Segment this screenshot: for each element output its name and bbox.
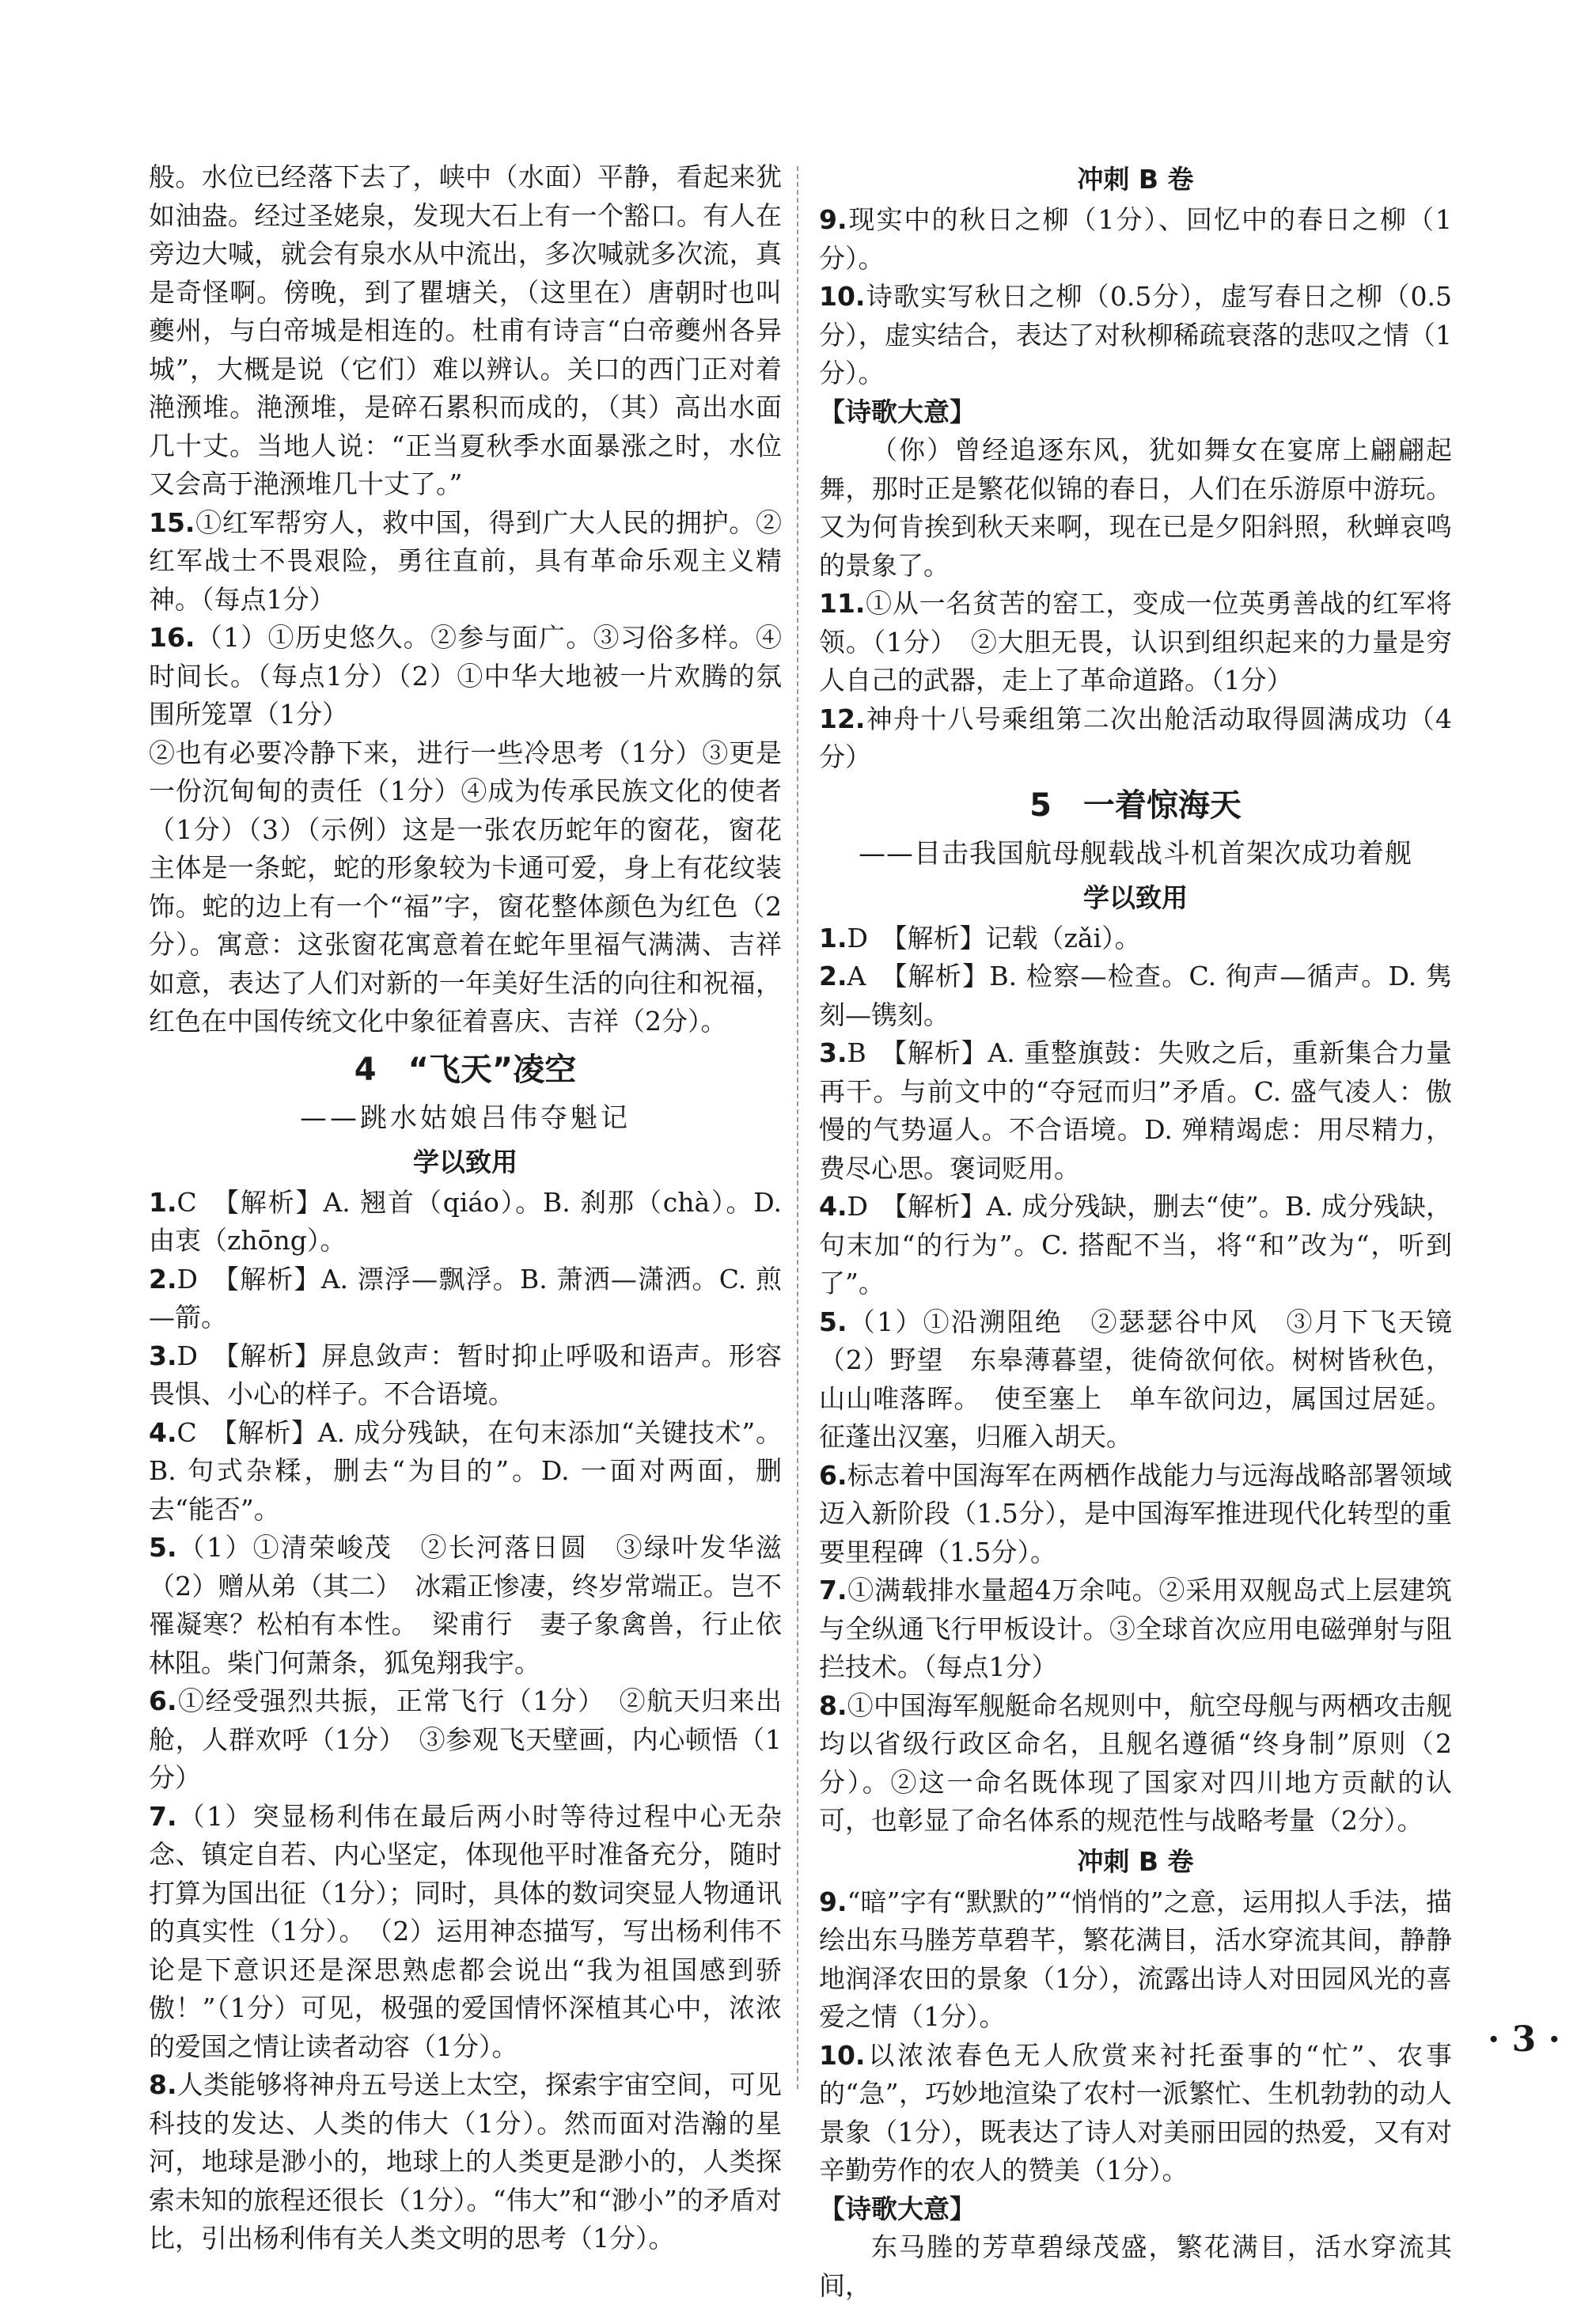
answer-number: 3.	[149, 1340, 177, 1371]
section-heading: 冲刺 B 卷	[1077, 1845, 1194, 1877]
answer-item	[149, 1337, 782, 1414]
answer-item	[819, 1687, 1452, 1841]
page-number: · 3 ·	[1488, 2019, 1560, 2060]
answer-text: （1）①历史悠久。②参与面广。③习俗多样。④时间长。（每点1分）（2）①中华大地被一片欢腾的氛围所笼罩（1分）	[149, 622, 782, 730]
right-column	[819, 158, 1478, 2305]
answer-text: “暗”字有“默默的”“悄悄的”之意，运用拟人手法，描绘出东马塍芳草碧芊，繁花满目，活水穿流其间，静静地润泽农田的景象（1分），流露出诗人对田园风光的喜爱之情（1分）。	[819, 1886, 1452, 2032]
lesson-4-title: 4 “飞天”凌空	[354, 1051, 577, 1088]
answer-number: 4.	[149, 1416, 177, 1448]
answer-item	[819, 919, 1452, 958]
answer-number: 6.	[819, 1459, 847, 1491]
answer-item	[149, 1261, 782, 1337]
lesson-4-subtitle: ——跳水姑娘吕伟夺魁记	[300, 1101, 631, 1134]
answer-number: 2.	[149, 1263, 177, 1295]
answer-number: 10.	[819, 281, 866, 312]
answer-number: 15.	[149, 506, 195, 538]
answer-number: 7.	[819, 1575, 847, 1606]
poem-meaning-tag: 【诗歌大意】	[819, 396, 976, 427]
answer-item	[819, 957, 1452, 1034]
answer-number: 10.	[819, 2039, 866, 2071]
answer-item	[819, 1883, 1452, 2037]
answer-number: 9.	[819, 204, 847, 235]
answer-text: D 【解析】记载（zǎi）。	[847, 922, 1141, 953]
answer-text: 人类能够将神舟五号送上太空，探索宇宙空间，可见科技的发达、人类的伟大（1分）。然而面对浩瀚的星河，地球是渺小的，地球上的人类更是渺小的，人类探索未知的旅程还很长（1分）。“伟大”和“渺小”的矛盾对比，引出杨利伟有关人类文明的思考（1分）。	[149, 2069, 782, 2254]
answer-number: 2.	[819, 961, 847, 991]
left-column	[149, 158, 808, 2258]
section-heading: 学以致用	[413, 1146, 517, 1177]
answer-item	[819, 1303, 1478, 1457]
answer-text: C 【解析】A. 成分残缺，在句末添加“关键技术”。B. 句式杂糅，删去“为目的”。D. 一面对两面，删去“能否”。	[149, 1416, 782, 1525]
answer-item	[819, 278, 1452, 393]
answer-number: 11.	[819, 588, 866, 619]
answer-item	[149, 1682, 782, 1798]
answer-number: 1.	[819, 922, 847, 953]
column-divider	[797, 166, 798, 2089]
section-heading: 冲刺 B 卷	[1077, 164, 1194, 195]
section-heading: 学以致用	[1083, 881, 1188, 913]
poem-meaning-text: （你）曾经追逐东风，犹如舞女在宴席上翩翩起舞，那时正是繁花似锦的春日，人们在乐游原中游玩。又为何肯挨到秋天来啊，现在已是夕阳斜照，秋蝉哀鸣的景象了。	[819, 434, 1452, 581]
answer-number: 3.	[819, 1037, 847, 1068]
answer-text: 标志着中国海军在两栖作战能力与远海战略部署领域迈入新阶段（1.5分），是中国海军推进现代化转型的重要里程碑（1.5分）。	[819, 1459, 1452, 1568]
answer-item	[149, 1184, 782, 1261]
answer-text: 现实中的秋日之柳（1分）、回忆中的春日之柳（1分）。	[819, 204, 1452, 274]
answer-number: 1.	[149, 1186, 177, 1218]
lesson-5-subtitle: ——目击我国航母舰载战斗机首架次成功着舰	[859, 837, 1412, 870]
answer-item	[149, 1529, 808, 1682]
answer-number: 16.	[149, 622, 195, 653]
answer-number: 7.	[149, 1800, 177, 1832]
answer-item	[819, 1034, 1452, 1188]
answer-text: （1）突显杨利伟在最后两小时等待过程中心无杂念、镇定自若、内心坚定，体现他平时准备充分，随时打算为国出征（1分）；同时，具体的数词突显人物通讯的真实性（1分）。 （2）运用神态描写，写出杨利伟不论是下意识还是深思熟虑都会说出“我为祖国感到骄傲！”（1分）可见，极强的爱国情怀深植其心中，浓浓的爱国之情让读者动容（1分）。	[149, 1800, 782, 2062]
answer-item	[819, 201, 1452, 278]
answer-text: B 【解析】A. 重整旗鼓：失败之后，重新集合力量再干。与前文中的“夺冠而归”矛盾。C. 盛气凌人：傲慢的气势逼人。不合语境。D. 殚精竭虑：用尽精力，费尽心思。褒词贬用。	[819, 1037, 1452, 1184]
answer-number: 12.	[819, 703, 866, 734]
answer-text: ①满载排水量超4万余吨。②采用双舰岛式上层建筑与全纵通飞行甲板设计。③全球首次应用电磁弹射与阻拦技术。（每点1分）	[819, 1575, 1452, 1682]
answer-number: 9.	[819, 1886, 847, 1917]
poem-meaning-tag: 【诗歌大意】	[819, 2193, 976, 2224]
answer-text: D 【解析】A. 漂浮—飘浮。B. 萧洒—潇洒。C. 煎—箭。	[149, 1263, 782, 1333]
answer-number: 8.	[149, 2069, 177, 2100]
answer-item	[819, 585, 1452, 700]
answer-16-continued: ②也有必要冷静下来，进行一些冷思考（1分）③更是一份沉甸甸的责任（1分）④成为传承民族文化的使者（1分）（3）（示例）这是一张农历蛇年的窗花，窗花主体是一条蛇，蛇的形象较为卡通可爱，身上有花纹装饰。蛇的边上有一个“福”字，窗花整体颜色为红色（2分）。寓意：这张窗花寓意着在蛇年里福气满满、吉祥如意，表达了人们对新的一年美好生活的向往和祝福，红色在中国传统文化中象征着喜庆、吉祥（2分）。	[149, 737, 782, 1037]
translation-continued: 般。水位已经落下去了，峡中（水面）平静，看起来犹如油盎。经过圣姥泉，发现大石上有一个豁口。有人在旁边大喊，就会有泉水从中流出，多次喊就多次流，真是奇怪啊。傍晚，到了瞿塘关，（这里在）唐朝时也叫夔州，与白帝城是相连的。杜甫有诗言“白帝夔州各异城”，大概是说（它们）难以辨认。关口的西门正对着滟滪堆。滟滪堆，是碎石累积而成的，（其）高出水面几十丈。当地人说：“正当夏秋季水面暴涨之时，水位又会高于滟滪堆几十丈了。”	[149, 161, 782, 499]
answer-text: 神舟十八号乘组第二次出舱活动取得圆满成功（4分）	[819, 703, 1452, 772]
answer-text: ①中国海军舰艇命名规则中，航空母舰与两栖攻击舰均以省级行政区命名，且舰名遵循“终身制”原则（2分）。②这一命名既体现了国家对四川地方贡献的认可，也彰显了命名体系的规范性与战略考量（2分）。	[819, 1689, 1452, 1836]
answer-text: 以浓浓春色无人欣赏来衬托蚕事的“忙”、农事的“急”，巧妙地渲染了农村一派繁忙、生机勃勃的动人景象（1分），既表达了诗人对美丽田园的热爱，又有对辛勤劳作的农人的赞美（1分）。	[819, 2039, 1452, 2186]
answer-item	[819, 1457, 1452, 1572]
answer-number: 5.	[149, 1532, 177, 1563]
answer-item	[819, 1571, 1452, 1687]
answer-text: A 【解析】B. 检察—检查。C. 徇声—循声。D. 隽刻—镌刻。	[819, 961, 1452, 1030]
answer-15	[149, 504, 782, 620]
answer-number: 6.	[149, 1685, 177, 1716]
answer-number: 4.	[819, 1191, 847, 1222]
answer-item	[819, 1188, 1452, 1303]
answer-number: 5.	[819, 1306, 847, 1337]
answer-item	[819, 2037, 1452, 2190]
answer-text: ①从一名贫苦的窑工，变成一位英勇善战的红军将领。（1分） ②大胆无畏，认识到组织起来的力量是穷人自己的武器，走上了革命道路。（1分）	[819, 588, 1452, 696]
answer-item	[819, 700, 1452, 777]
answer-text: D 【解析】屏息敛声：暂时抑止呼吸和语声。形容畏惧、小心的样子。不合语境。	[149, 1340, 782, 1409]
answer-item	[149, 1414, 782, 1530]
answer-number: 8.	[819, 1689, 847, 1721]
answer-text: ①经受强烈共振，正常飞行（1分） ②航天归来出舱，人群欢呼（1分） ③参观飞天壁画，内心顿悟（1分）	[149, 1685, 782, 1793]
answer-16	[149, 619, 782, 734]
answer-text: C 【解析】A. 翘首（qiáo）。B. 刹那（chà）。D. 由衷（zhōng）。	[149, 1186, 782, 1256]
answer-text: ①红军帮穷人，救中国，得到广大人民的拥护。②红军战士不畏艰险，勇往直前，具有革命乐观主义精神。（每点1分）	[149, 506, 782, 615]
answer-text: （1）①清荣峻茂 ②长河落日圆 ③绿叶发华滋 （2）赠从弟（其二） 冰霜正惨凄，终岁常端正。岂不罹凝寒？松柏有本性。 梁甫行 妻子象禽兽，行止依林阻。柴门何萧条，狐兔翔我宇。	[149, 1532, 808, 1678]
lesson-5-title: 5 一着惊海天	[1029, 787, 1242, 824]
answer-text: （1）①沿溯阻绝 ②瑟瑟谷中风 ③月下飞天镜 （2）野望 东皋薄暮望，徙倚欲何依。树树皆秋色，山山唯落晖。 使至塞上 单车欲问边，属国过居延。征蓬出汉塞，归雁入胡天。	[819, 1306, 1478, 1452]
answer-text: D 【解析】A. 成分残缺，删去“使”。B. 成分残缺，句末加“的行为”。C. 搭配不当，将“和”改为“，听到了”。	[819, 1191, 1452, 1298]
poem-meaning-text: 东马塍的芳草碧绿茂盛，繁花满目，活水穿流其间，	[819, 2231, 1452, 2301]
answer-text: 诗歌实写秋日之柳（0.5分），虚写春日之柳（0.5分），虚实结合，表达了对秋柳稀疏衰落的悲叹之情（1分）。	[819, 281, 1452, 389]
answer-item	[149, 2066, 782, 2258]
answer-item	[149, 1798, 782, 2067]
